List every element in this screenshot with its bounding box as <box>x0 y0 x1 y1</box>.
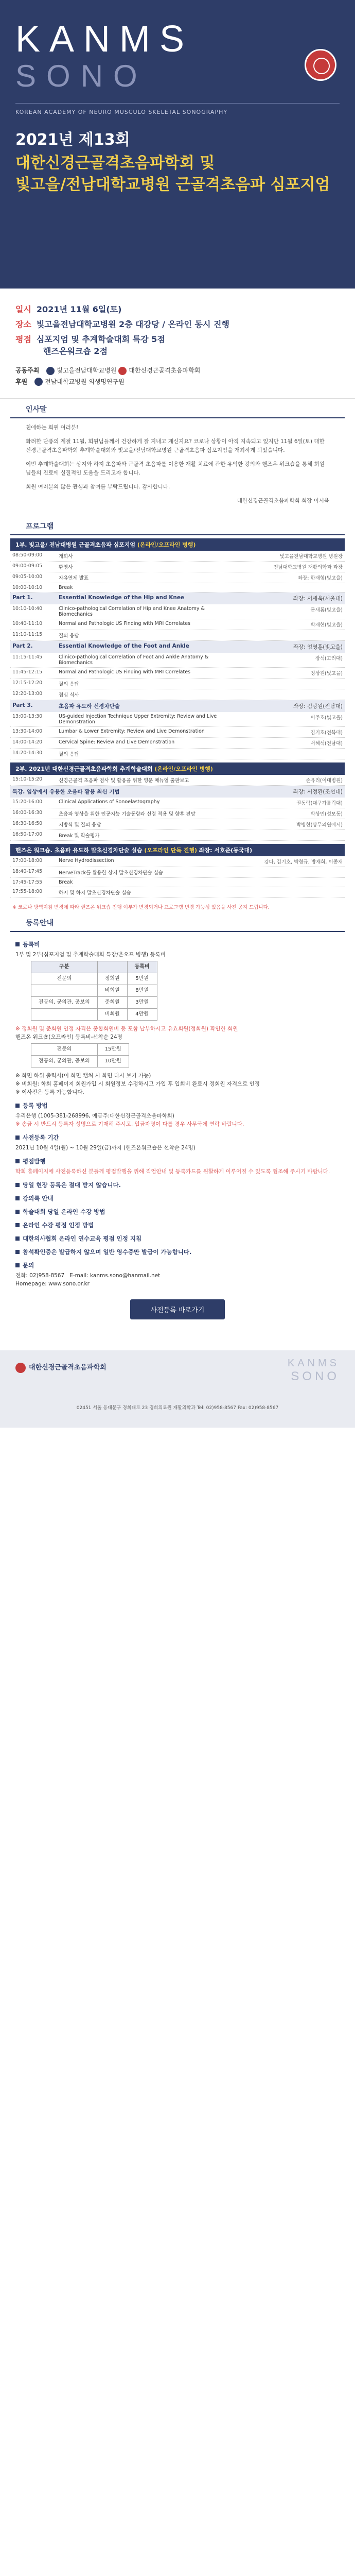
hosts <box>15 366 340 386</box>
hosts-label: 공동주최 <box>15 367 40 374</box>
program-special <box>10 786 345 798</box>
program-speaker: 장석(고려대) <box>315 656 343 662</box>
program-row <box>10 798 345 808</box>
handson-chair: 좌장: 서호준(동국대) <box>199 847 253 854</box>
bullet-square-icon <box>15 1159 20 1163</box>
program-row <box>10 878 345 887</box>
program-row <box>10 775 345 786</box>
bank-account: 우리은행 (1005-381-268996, 예금주:대한신경근골격초음파학회) <box>15 1113 174 1119</box>
program-title: 질의 응답 <box>59 682 79 687</box>
reg-online-credit-heading-text: 온라인 수강 평점 인정 방법 <box>23 1222 94 1229</box>
reg-credit-heading-text: 평점발행 <box>23 1158 46 1165</box>
program-title: Clinical Applications of Sonoelastography <box>59 799 160 805</box>
reg-onsite-heading <box>15 1181 340 1189</box>
fee-cell: 5만원 <box>127 973 157 985</box>
program-row <box>10 619 345 630</box>
hero-banner <box>0 0 355 289</box>
program-speaker <box>240 879 343 885</box>
subtitle-en: KOREAN ACADEMY OF NEURO MUSCULO SKELETAL SONOGRAPHY <box>15 109 228 115</box>
session-name: Essential Knowledge of the Foot and Ankle <box>59 643 189 649</box>
program-title: Break <box>59 585 73 590</box>
event-summary <box>0 289 355 399</box>
reg-lecture-heading <box>15 1194 340 1202</box>
reg-period-heading-text: 사전등록 기간 <box>23 1134 59 1141</box>
bank-note: ※ 송금 시 반드시 등록자 성명으로 기재해 주시고, 입금자명이 다를 경우 사무국에 연락 바랍니다. <box>15 1121 244 1127</box>
program-speaker: 김기호(전북대) <box>310 730 343 736</box>
registration-body <box>0 932 355 1291</box>
program-speaker: 정상원(빛고을) <box>310 671 343 676</box>
fee-cell: 전문의 <box>31 973 98 985</box>
credit-key: 평점 <box>15 334 31 344</box>
session-label: Part 2. <box>12 643 33 649</box>
program-title: Clinico-pathological Correlation of Foot and Ankle Anatomy & Biomechanics <box>59 654 209 666</box>
program-speaker <box>240 832 343 839</box>
program-row <box>10 653 345 668</box>
logo-sono: SONO <box>15 59 148 93</box>
contact-phone <box>15 1272 340 1280</box>
bullet-square-icon <box>15 1210 20 1214</box>
program-title: Clinico-pathological Correlation of Hip and Knee Anatomy & Biomechanics <box>59 606 205 617</box>
program-row <box>10 572 345 583</box>
reg-bullet: ※ 화면 하위 출력서(이 화면 캡처 시 화면 다시 보기 가능) <box>15 1073 151 1079</box>
fee-note: ※ 정회원 및 준회원 인정 자격은 종합회원비 등 포함 납부하시고 유효회원(정회원) 확인한 회원 <box>15 1026 238 1032</box>
fee-cell: 비회원 <box>97 985 127 997</box>
program-speaker <box>240 632 343 639</box>
special-title: 특강. 임상에서 유용한 초음파 활용 최신 기법 <box>12 789 120 795</box>
program-title: Cervical Spine: Review and Live Demonstration <box>59 739 175 745</box>
program-title: 지방식 및 질의 응답 <box>59 822 101 828</box>
reg-contact-heading <box>15 1261 340 1269</box>
fee-cell: 4만원 <box>127 1009 157 1021</box>
greeting-p4: 회원 여러분의 많은 관심과 참여를 부탁드립니다. 감사합니다. <box>26 484 170 490</box>
program-row <box>10 727 345 738</box>
program-rows-7 <box>10 856 345 898</box>
program-row <box>10 712 345 727</box>
program-time: 11:45-12:15 <box>12 669 43 675</box>
reg-fee-heading <box>15 940 340 948</box>
reg-credit-heading <box>15 1157 340 1165</box>
program-time: 15:20-16:00 <box>12 799 43 805</box>
program-handson-bar <box>10 844 345 856</box>
society-seal-icon <box>305 49 336 81</box>
title-symposium: 빛고을/전남대학교병원 근골격초음파 심포지엄 <box>15 176 330 194</box>
program-row <box>10 749 345 759</box>
program-time: 15:10-15:20 <box>12 776 43 782</box>
bullet-square-icon <box>15 1183 20 1187</box>
society-logo-icon <box>15 1363 26 1373</box>
reg-online-credit-heading <box>15 1221 340 1229</box>
handson-tag: (오프라인 단독 진행) <box>144 847 198 854</box>
program-title: 초음파 영상을 위한 인공지능 기술동향과 신경 적용 및 향후 전망 <box>59 811 196 817</box>
pre-registration-button[interactable]: 사전등록 바로가기 <box>130 1299 225 1319</box>
program-row <box>10 551 345 562</box>
footer-logo <box>288 1358 340 1384</box>
footer <box>0 1350 355 1428</box>
fee-cell: 8만원 <box>127 985 157 997</box>
reg-receipt-heading <box>15 1248 340 1256</box>
fee-cell: 정회원 <box>97 973 127 985</box>
program-time: 16:30-16:50 <box>12 821 43 826</box>
sponsor-row <box>15 377 340 386</box>
place-row <box>15 318 340 330</box>
program-rows-2 <box>10 604 345 641</box>
session-chair: 좌장: 서세욱(서울대) <box>293 596 343 602</box>
program-time: 11:15-11:45 <box>12 654 43 660</box>
registration-heading: 등록안내 <box>10 912 345 932</box>
credit-value-1: 심포지엄 및 추계학술대회 특강 5점 <box>36 334 165 344</box>
program-title: 점심 식사 <box>59 692 79 698</box>
program-speaker: 손유리(이대병원) <box>306 778 343 784</box>
reg-bullet: ※ 이사진은 등록 가능합니다. <box>15 1089 84 1095</box>
fee-head-cell: 등록비 <box>127 961 157 973</box>
reg-online-heading <box>15 1208 340 1216</box>
program-speaker: 서혜석(전남대) <box>310 741 343 747</box>
program-time: 11:10-11:15 <box>12 632 43 637</box>
divider <box>15 103 340 104</box>
part1-bar-tag: (온라인/오프라인 병행) <box>137 541 196 548</box>
reg-bullet: ※ 비회원: 학회 홈페이지 회원가입 시 회원정보 수정하시고 가입 후 입회비 완료시 정회원 자격으로 인정 <box>15 1081 260 1087</box>
program-row <box>10 867 345 878</box>
program-time: 16:00-16:30 <box>12 810 43 816</box>
program-time: 14:20-14:30 <box>12 750 43 756</box>
contact-email[interactable]: E-mail: kanms.sono@hanmail.net <box>69 1273 161 1279</box>
program-title: 환영사 <box>59 565 73 570</box>
program-title: 신경근골격 초음파 검사 및 활용을 위한 영문 매뉴얼 출판보고 <box>59 778 189 784</box>
date-key: 일시 <box>15 304 31 314</box>
bullet-square-icon <box>15 942 20 946</box>
footer-logo-kanms: KANMS <box>287 1358 340 1369</box>
program-title: NerveTrack를 활용한 상지 말초신경차단술 실습 <box>59 870 163 876</box>
program-time: 10:00-10:10 <box>12 585 43 590</box>
bullet-square-icon <box>15 1196 20 1200</box>
reg-onsite-heading-text: 당일 현장 등록은 절대 받지 않습니다. <box>23 1181 121 1189</box>
bullet-square-icon <box>15 1136 20 1140</box>
fee-table-1 <box>31 961 157 1021</box>
program-rows-3 <box>10 653 345 700</box>
fee-cell: 전문의 <box>31 1044 98 1056</box>
footer-logo-sono: SONO <box>291 1369 340 1383</box>
bullet-square-icon <box>15 1223 20 1227</box>
hosts-row <box>15 366 340 375</box>
credit-value-2: 핸즈온워크숍 2점 <box>43 346 108 356</box>
part2-bar-title: 2부. 2021년 대한신경근골격초음파학회 추계학술대회 <box>15 766 153 772</box>
contact-phone-text: 전화: 02)958-8567 <box>15 1273 65 1279</box>
fee-cell: 15만원 <box>97 1044 129 1056</box>
program-row <box>10 830 345 841</box>
program-speaker: 문새롬(빛고을) <box>310 607 343 613</box>
society-logo-icon <box>118 367 127 375</box>
program-speaker: 이주호(빛고을) <box>310 715 343 721</box>
fee-cell: 비회원 <box>97 1009 127 1021</box>
program-row <box>10 887 345 898</box>
place-key: 장소 <box>15 319 31 329</box>
program-time: 12:15-12:20 <box>12 680 43 686</box>
fee-cell: 3만원 <box>127 997 157 1009</box>
program-title: 질의 응답 <box>59 633 79 639</box>
program-session-3 <box>10 700 345 712</box>
program-title: Normal and Pathologic US Finding with MRI Correlates <box>59 669 191 675</box>
program-speaker: 빛고을전남대학교병원 병원장 <box>279 554 343 560</box>
program-speaker: 박병현(상무의원에서) <box>296 822 343 828</box>
reg-fee-sub1: 1부 및 2부(심포지엄 및 추계학술대회 특강/온오프 병행) 등록비 <box>15 952 166 958</box>
program-rows-4 <box>10 712 345 759</box>
program-time: 13:00-13:30 <box>12 714 43 719</box>
program-row <box>10 562 345 572</box>
program-speaker: 좌장: 한재형(빛고을) <box>297 575 343 581</box>
date-row <box>15 303 340 315</box>
program-time: 09:05-10:00 <box>12 574 43 580</box>
fee-head-cell <box>97 961 127 973</box>
bullet-square-icon <box>15 1104 20 1108</box>
fee-cell: 전공의, 군의관, 공보의 <box>31 997 98 1009</box>
date-value: 2021년 11월 6일(토) <box>36 304 122 314</box>
special-chair: 좌장: 서정환(조선대) <box>293 789 343 795</box>
program-session-1 <box>10 592 345 604</box>
greeting-p1: 친애하는 회원 여러분! <box>26 425 79 431</box>
program-table <box>10 538 345 898</box>
program-speaker: 전남대학교병원 재활의학과 과장 <box>273 565 343 570</box>
program-speaker <box>240 869 343 876</box>
fee-table-2 <box>31 1043 129 1067</box>
program-row <box>10 583 345 592</box>
reg-receipt-heading-text: 참석확인증은 발급하지 않으며 일반 영수증만 발급이 가능합니다. <box>23 1248 192 1256</box>
greeting-p2: 화려한 단풍의 계절 11월, 회원님들께서 건강하게 잘 지내고 계신지요? 코로나 상황이 아직 지속되고 있지만 11월 6일(토) 대한신경근골격초음파학회 추계학술대회와 빛고을/전남대학교병원 근골격초음파 심포지엄을 개최하게 되었습니다. <box>26 438 325 453</box>
footer-address: 02451 서울 동대문구 경희대로 23 경희의료원 재활의학과 Tel: 02)958-8567 Fax: 02)958-8567 <box>76 1405 279 1411</box>
session-name: Essential Knowledge of the Hip and Knee <box>59 595 185 601</box>
session-label: Part 3. <box>12 702 33 708</box>
program-speaker: 권동락(대구가톨릭대) <box>296 801 343 806</box>
program-title: 질의 응답 <box>59 752 79 757</box>
program-row <box>10 819 345 830</box>
program-time: 16:50-17:00 <box>12 832 43 837</box>
program-part2-bar <box>10 762 345 775</box>
handson-title: 핸즈온 워크숍. 초음파 유도하 말초신경차단술 실습 <box>15 847 143 854</box>
part1-bar-title: 1부. 빛고을/ 전남대병원 근골격초음파 심포지엄 <box>15 541 136 548</box>
program-title: 개회사 <box>59 554 73 560</box>
reg-method-heading <box>15 1101 340 1110</box>
program-title: Break <box>59 879 73 885</box>
program-title: Break 및 학술평가 <box>59 833 100 839</box>
program-row <box>10 679 345 689</box>
reg-lecture-heading-text: 강의록 안내 <box>23 1195 54 1202</box>
program-rows-5 <box>10 775 345 786</box>
program-row <box>10 668 345 679</box>
place-value: 빛고을전남대학교병원 2층 대강당 / 온라인 동시 진행 <box>36 319 229 329</box>
title-year: 2021년 제13회 <box>15 131 130 149</box>
session-chair: 좌장: 김광원(전남대) <box>293 703 343 709</box>
greeting-signature: 대한신경근골격초음파학회 회장 이시욱 <box>237 498 329 504</box>
program-speaker <box>240 585 343 590</box>
reg-kma-heading-text: 대한의사협회 온라인 연수교육 평점 인정 지침 <box>23 1235 142 1242</box>
program-session-2 <box>10 641 345 653</box>
program-time: 14:00-14:20 <box>12 739 43 745</box>
sponsor-logo-icon <box>34 378 43 386</box>
program-time: 09:00-09:05 <box>12 563 43 569</box>
program-part1-bar <box>10 538 345 551</box>
reg-method-heading-text: 등록 방법 <box>23 1102 48 1109</box>
fee-cell: 전공의, 군의관, 공보의 <box>31 1056 98 1067</box>
program-note: ※ 코로나 방역지침 변경에 따라 핸즈온 워크숍 진행 여부가 변경되거나 프로그램 변경 가능성 있음을 사전 공지 드립니다. <box>12 905 270 910</box>
program-time: 18:40-17:45 <box>12 869 43 874</box>
reg-period: 2021년 10월 4일(월) ~ 10월 29일(금)까지 (핸즈온워크숍은 선착순 24명) <box>15 1145 196 1151</box>
greeting-p3: 이번 추계학술대회는 상지와 하지 초음파와 근골격 초음파를 이용한 재활 치료에 관한 유익한 강의와 핸즈온 워크숍을 통해 회원님들의 진료에 실질적인 도움을 드리고자 합니다. <box>26 461 325 476</box>
program-time: 17:55-18:00 <box>12 889 43 894</box>
footer-org-name: 대한신경근골격초음파학회 <box>29 1364 106 1371</box>
program-title: 하지 및 하지 말초신경차단술 실습 <box>59 890 131 896</box>
bullet-square-icon <box>15 1263 20 1267</box>
fee-cell: 준회원 <box>97 997 127 1009</box>
session-chair: 좌장: 엄영훈(빛고을) <box>293 644 343 650</box>
program-row <box>10 856 345 867</box>
fee-cell: 10만원 <box>97 1056 129 1067</box>
fee-head-cell: 구분 <box>31 961 98 973</box>
reg-period-heading <box>15 1133 340 1142</box>
program-title: Nerve Hydrodissection <box>59 858 114 863</box>
host-2: 대한신경근골격초음파학회 <box>129 367 201 374</box>
program-time: 10:40-11:10 <box>12 621 43 626</box>
contact-web[interactable]: Homepage: www.sono.or.kr <box>15 1281 90 1287</box>
bullet-square-icon <box>15 1236 20 1241</box>
program-time: 12:20-13:00 <box>12 691 43 697</box>
program-row <box>10 808 345 819</box>
program-speaker: 박상민(성모동) <box>310 811 343 817</box>
greeting-heading: 인사말 <box>10 399 345 418</box>
program-rows-6 <box>10 798 345 841</box>
title-line1 <box>15 127 340 149</box>
program-speaker <box>240 750 343 757</box>
program-time: 17:00-18:00 <box>12 858 43 863</box>
session-name: 초음파 유도하 신경차단술 <box>59 703 120 709</box>
logo-kanms: KANMS <box>15 19 194 60</box>
program-title: Normal and Pathologic US Finding with MRI Correlates <box>59 621 191 626</box>
fee-cell <box>31 985 98 997</box>
program-speaker <box>240 889 343 896</box>
program-rows-1 <box>10 551 345 592</box>
reg-contact-heading-text: 문의 <box>23 1262 34 1269</box>
program-title: Lumbar & Lower Extremity: Review and Live Demonstration <box>59 728 205 734</box>
bullet-square-icon <box>15 1250 20 1254</box>
program-speaker <box>240 680 343 687</box>
reg-credit-text: 학회 홈페이지에 사전등록하신 분들께 평점발행을 위해 직업안내 및 등록카드를 원활하게 이루어질 수 있도록 협조해 주시기 바랍니다. <box>15 1168 330 1175</box>
program-title: US-guided Injection Technique Upper Extremity: Review and Live Demonstration <box>59 714 217 725</box>
program-time: 13:30-14:00 <box>12 728 43 734</box>
program-row <box>10 604 345 619</box>
sponsor-label: 후원 <box>15 378 28 385</box>
title-society: 대한신경근골격초음파학회 및 <box>15 154 215 172</box>
greeting-body <box>0 418 355 516</box>
reg-online-heading-text: 학술대회 당일 온라인 수강 방법 <box>23 1208 105 1215</box>
reg-fee-sub2: 핸즈온 워크숍(오프라인) 등록비-선착순 24명 <box>15 1034 122 1040</box>
program-row <box>10 630 345 641</box>
program-row <box>10 738 345 749</box>
hospital-logo-icon <box>46 367 55 375</box>
program-row <box>10 689 345 700</box>
program-speaker <box>240 691 343 698</box>
title-line2 <box>15 152 340 196</box>
program-speaker: 박재현(빛고을) <box>310 622 343 628</box>
reg-kma-heading <box>15 1234 340 1243</box>
host-1: 빛고을전남대학교병원 <box>57 367 117 374</box>
program-time: 17:45-17:55 <box>12 879 43 885</box>
button-wrap <box>0 1291 355 1330</box>
sponsor-1: 전남대학교병원 의생명연구원 <box>45 378 125 385</box>
part2-bar-tag: (온라인/오프라인 병행) <box>154 766 213 772</box>
program-speaker: 강다, 김기호, 박형규, 방재희, 이종재 <box>264 859 343 865</box>
program-title: 자유연제 발표 <box>59 575 89 581</box>
program-heading: 프로그램 <box>10 516 345 535</box>
reg-fee-heading-text: 등록비 <box>23 941 40 948</box>
program-time: 08:50-09:00 <box>12 552 43 558</box>
credit-row <box>15 333 340 357</box>
program-time: 10:10-10:40 <box>12 606 43 612</box>
session-label: Part 1. <box>12 595 33 601</box>
fee-cell <box>31 1009 98 1021</box>
